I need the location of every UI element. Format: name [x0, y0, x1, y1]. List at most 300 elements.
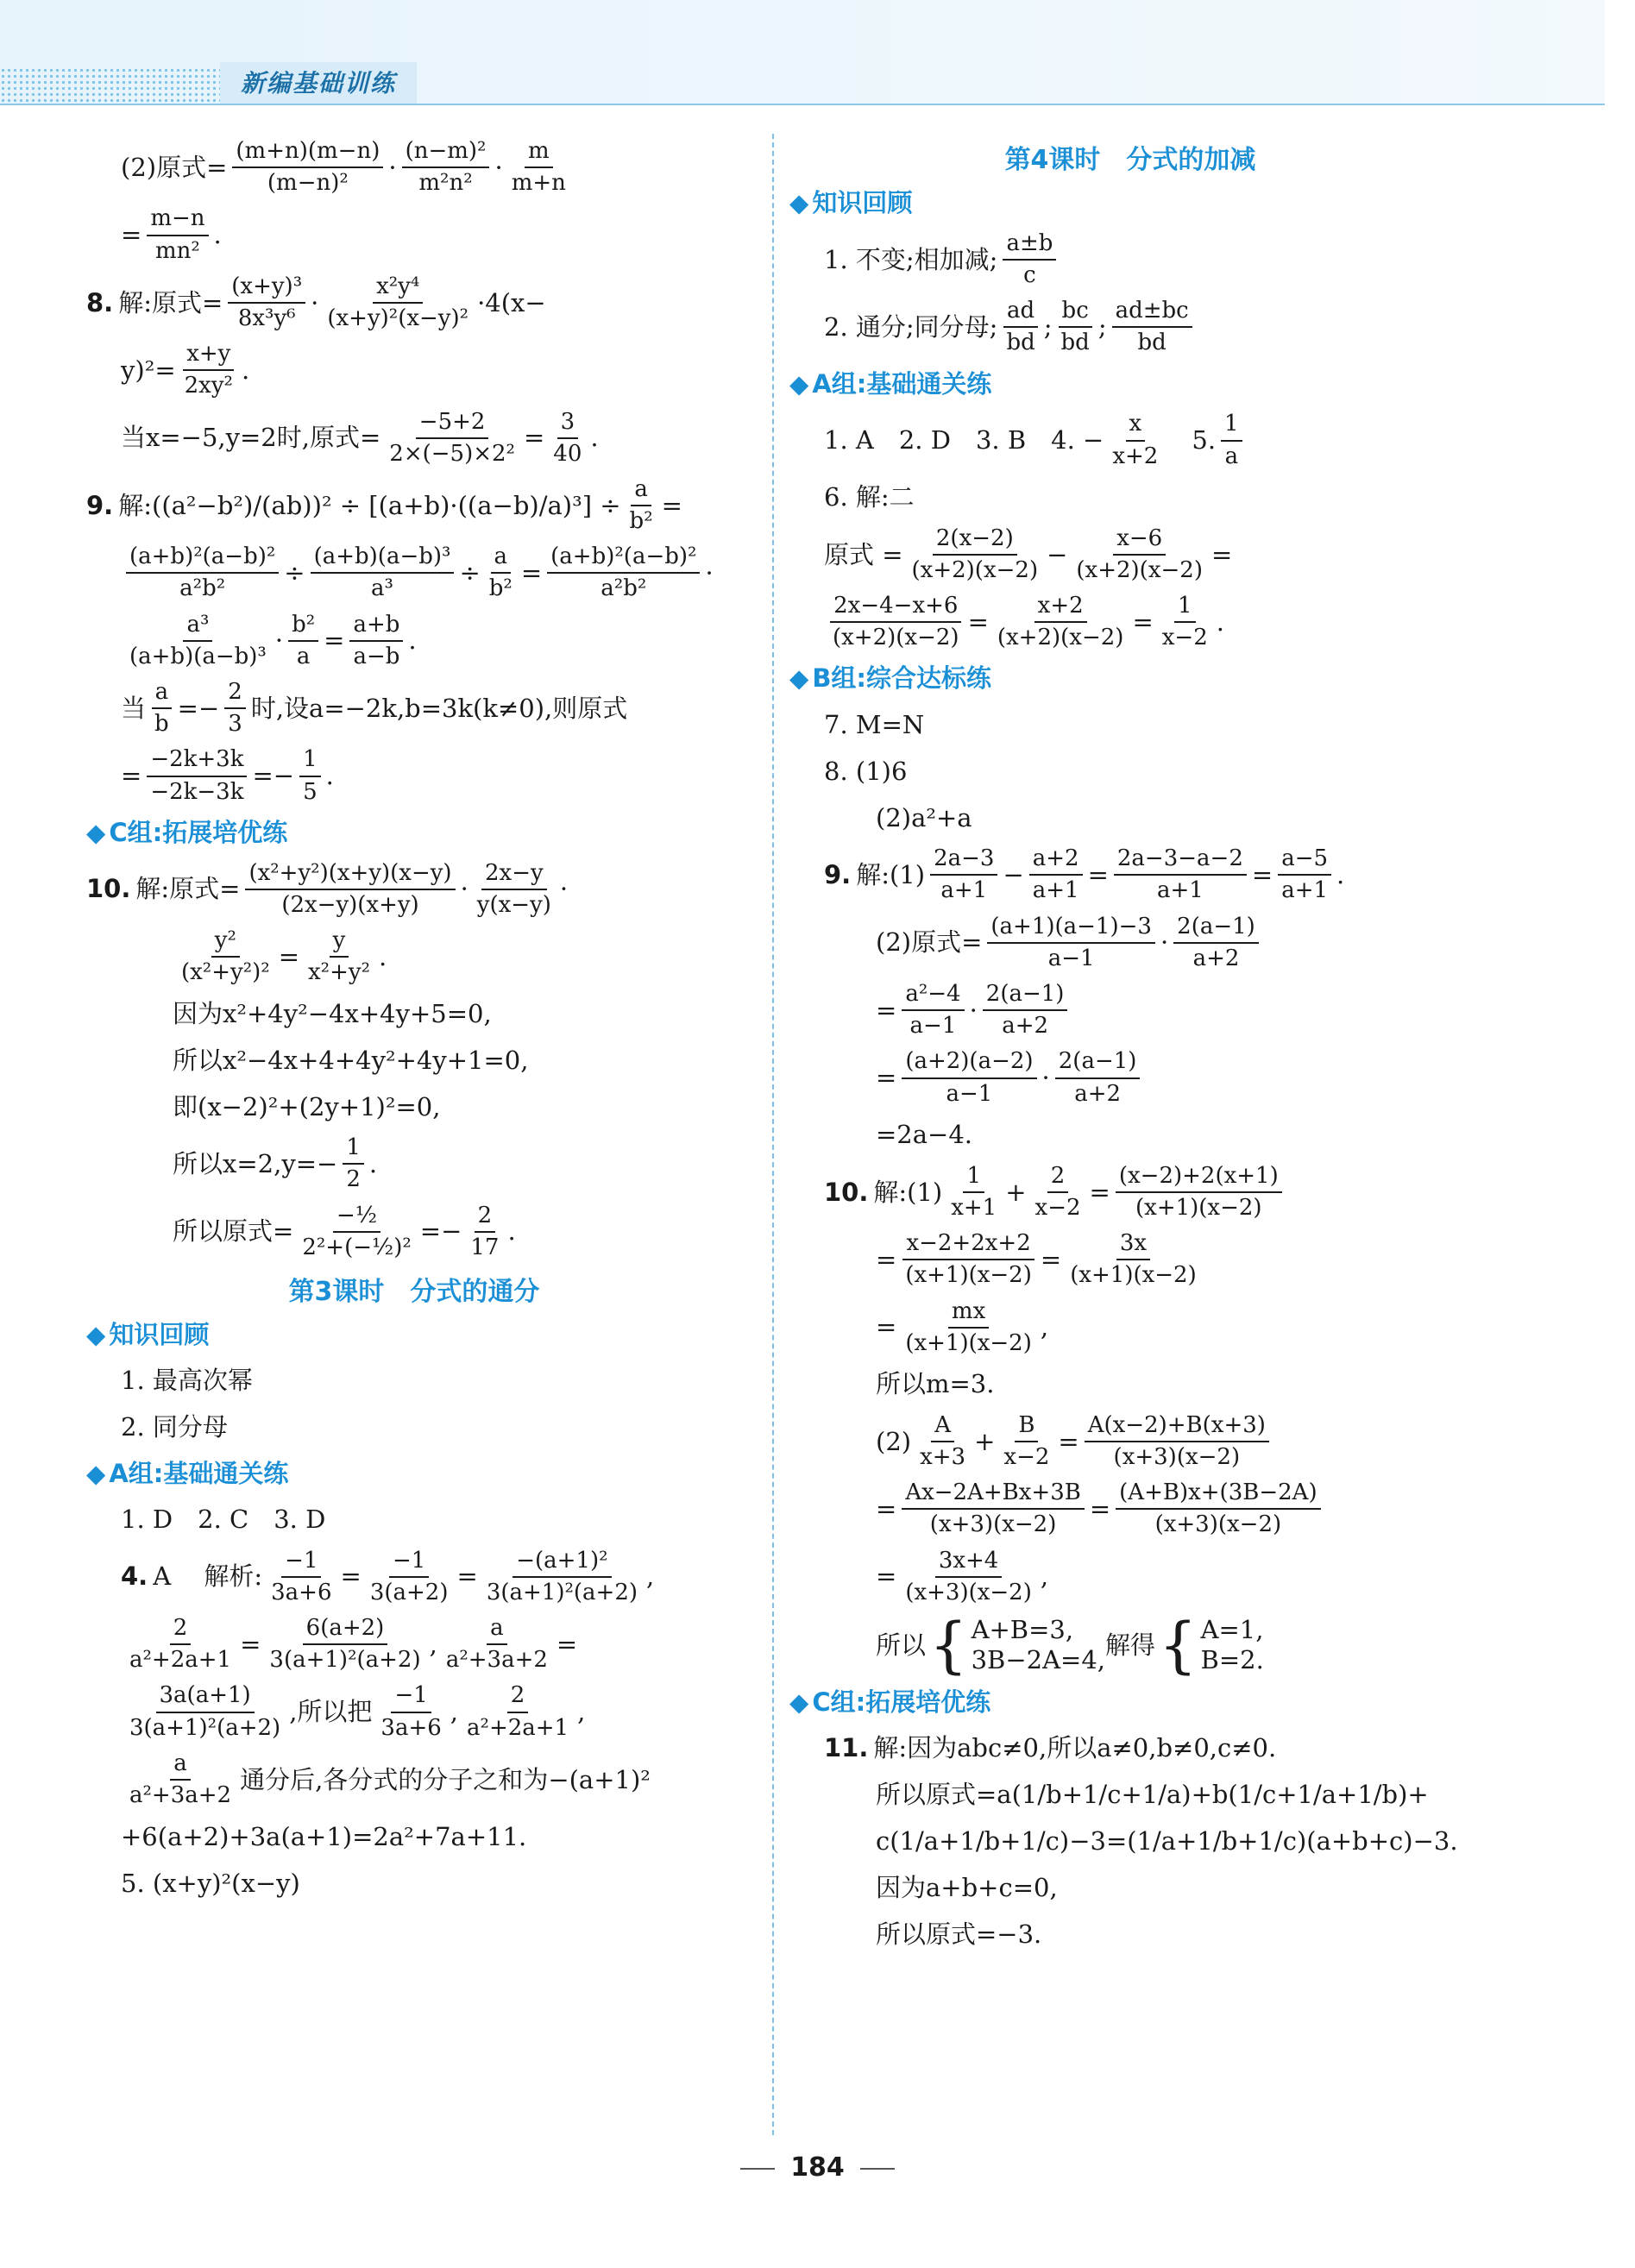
numerator: a — [152, 679, 173, 709]
denominator: (x+2)(x−2) — [1076, 556, 1203, 583]
text: = — [456, 1561, 478, 1592]
heading-text: 知识回顾 — [109, 1320, 210, 1350]
denominator: 5 — [303, 778, 318, 805]
denominator: b² — [488, 575, 513, 602]
denominator: a²+2a+1 — [467, 1714, 569, 1741]
answer-line — [789, 479, 1471, 517]
text: . — [325, 761, 334, 791]
fraction — [343, 1134, 364, 1193]
denominator: (x+3)(x−2) — [1154, 1511, 1282, 1538]
denominator: (x+3)(x−2) — [905, 1579, 1032, 1605]
denominator: x−2 — [1034, 1194, 1081, 1221]
fraction — [377, 1682, 444, 1741]
fraction — [1085, 1412, 1269, 1471]
text: = — [520, 558, 543, 588]
lesson-title: 第4课时 分式的加减 — [1004, 145, 1256, 175]
text: 解:原式= — [118, 287, 223, 317]
heading-text: 知识回顾 — [812, 188, 913, 217]
numerator: bc — [1059, 298, 1092, 328]
question-10 — [789, 1163, 1471, 1222]
math-line — [789, 1916, 1471, 1954]
question-9 — [789, 845, 1471, 904]
numerator: a³ — [183, 612, 212, 642]
question-8 — [86, 273, 742, 332]
denominator: (x+2)(x−2) — [997, 625, 1124, 651]
numerator: 3x+4 — [935, 1548, 1003, 1578]
numerator: x−6 — [1113, 525, 1166, 556]
footer-dash — [740, 2168, 775, 2170]
denominator: a−b — [353, 643, 400, 669]
fraction — [367, 1548, 452, 1606]
text: 所以原式=a(1/b+1/c+1/a)+b(1/c+1/a+1/b)+ — [876, 1780, 1429, 1810]
fraction — [299, 1203, 414, 1261]
fraction — [486, 543, 516, 602]
equation: A+B=3, — [971, 1615, 1074, 1645]
text: = — [1040, 1244, 1062, 1274]
numerator: A — [931, 1412, 954, 1442]
text: 8. (1)6 — [824, 756, 908, 786]
text: . — [507, 1216, 516, 1247]
numerator: 6(a+2) — [303, 1615, 388, 1645]
denominator: a+1 — [1156, 877, 1204, 904]
math-line — [86, 409, 742, 468]
text: 1. 最高次幂 — [121, 1366, 253, 1396]
numerator: 2x−4−x+6 — [830, 593, 961, 623]
denominator: (x+1)(x−2) — [905, 1329, 1032, 1356]
equation: B=2. — [1200, 1645, 1264, 1675]
text: 原式 = — [824, 539, 903, 569]
numerator: a — [631, 476, 651, 506]
denominator: (x+1)(x−2) — [1070, 1262, 1197, 1289]
numerator: A(x−2)+B(x+3) — [1085, 1412, 1269, 1442]
fraction — [178, 927, 274, 986]
fraction — [305, 927, 374, 986]
math-line — [789, 1230, 1471, 1289]
fraction — [902, 1230, 1035, 1289]
numerator: (a+2)(a−2) — [902, 1048, 1036, 1078]
denominator: 3(a+1)²(a+2) — [129, 1714, 281, 1741]
fraction — [550, 409, 585, 468]
text: = — [1211, 539, 1233, 569]
denominator: (x+y)²(x−y)² — [327, 305, 469, 331]
fraction — [126, 1682, 284, 1741]
text: 所以 — [876, 1630, 927, 1660]
dot: · — [1041, 1063, 1050, 1093]
text: 时,设a=−2k,b=3k(k≠0),则原式 — [250, 693, 628, 723]
answer-line — [86, 1864, 742, 1902]
denominator: b — [154, 711, 169, 738]
text: ² ÷ [(a+b)·((a−b)/a)³] ÷ — [321, 490, 621, 520]
text: + — [1005, 1177, 1027, 1207]
numerator: (a+1)(a−1)−3 — [987, 914, 1155, 944]
numerator: 3a(a+1) — [156, 1682, 255, 1712]
numerator: 2a−3−a−2 — [1114, 845, 1247, 876]
numerator: 2 — [507, 1682, 529, 1712]
denominator: a+1 — [1032, 877, 1079, 904]
numerator: x+2 — [1034, 593, 1087, 623]
question-number: 4. — [121, 1561, 148, 1592]
math-line — [86, 1818, 742, 1856]
text: = — [876, 1063, 897, 1093]
fraction — [349, 612, 403, 670]
denominator: (m−n)² — [267, 170, 349, 197]
dot: · — [311, 287, 319, 317]
text: 1. D 2. C 3. D — [121, 1505, 326, 1535]
question-number: 10. — [86, 874, 131, 904]
section-heading-review — [789, 188, 1471, 218]
text: 解:(1) — [873, 1177, 943, 1207]
text: = — [967, 606, 989, 637]
text: , — [1040, 1312, 1049, 1342]
math-line — [86, 205, 742, 264]
denominator: 2²+(−½)² — [302, 1234, 412, 1260]
text: = — [278, 941, 300, 971]
math-line — [789, 1116, 1471, 1154]
text: =− — [252, 761, 295, 791]
fraction — [1114, 845, 1247, 904]
text — [1167, 425, 1192, 455]
denominator: b² — [629, 508, 653, 535]
heading-text: A组:基础通关练 — [109, 1458, 289, 1488]
numerator: m−n — [147, 205, 208, 236]
dot: · — [559, 874, 569, 904]
fraction — [288, 612, 318, 670]
text: (2)原式= — [121, 152, 228, 182]
numerator: −½ — [333, 1203, 380, 1233]
denominator: a²b² — [601, 575, 647, 602]
book-title: 新编基础训练 — [220, 62, 417, 105]
numerator: −5+2 — [416, 409, 489, 439]
text: 5. — [1192, 425, 1217, 455]
math-line — [789, 1610, 1471, 1681]
text: =− — [419, 1216, 462, 1247]
equation: 3B−2A=4, — [971, 1645, 1105, 1675]
question-number: 11. — [824, 1733, 869, 1763]
numerator: a−5 — [1278, 845, 1331, 876]
text: = — [661, 490, 682, 520]
fraction — [1003, 230, 1056, 289]
text: = — [121, 761, 142, 791]
numerator: 1 — [343, 1134, 364, 1165]
text: = — [1132, 606, 1154, 637]
numerator: 2 — [1047, 1163, 1069, 1193]
diamond-icon: ◆ — [789, 188, 809, 217]
dot: · — [1160, 927, 1169, 958]
dot: · — [388, 152, 397, 182]
text: ,所以把 — [289, 1697, 373, 1727]
dot: · — [705, 558, 714, 588]
math-line — [789, 1298, 1471, 1357]
math-line — [789, 1869, 1471, 1907]
text: . — [241, 355, 250, 385]
text: . — [590, 423, 599, 453]
numerator: x−2+2x+2 — [902, 1230, 1034, 1260]
fraction — [147, 205, 208, 264]
solution-system — [1201, 1615, 1264, 1675]
numerator: 2x−y — [481, 860, 547, 890]
diamond-icon: ◆ — [789, 1687, 809, 1718]
numerator: (a+b)²(a−b)² — [547, 543, 700, 574]
text: , — [1040, 1561, 1049, 1592]
text: 解得 — [1104, 1630, 1155, 1660]
text: 1. A 2. D 3. B 4. − — [824, 425, 1104, 455]
text: c(1/a+1/b+1/c)−3=(1/a+1/b+1/c)(a+b+c)−3. — [876, 1826, 1458, 1856]
fraction — [983, 981, 1068, 1040]
denominator: (2x−y)(x+y) — [281, 891, 419, 918]
math-line — [789, 1366, 1471, 1404]
math-line — [86, 138, 742, 197]
math-line — [789, 1548, 1471, 1606]
text: = — [556, 1629, 578, 1659]
answer-line — [86, 1362, 742, 1400]
denominator: (a+b)(a−b)³ — [129, 643, 267, 669]
text: . — [213, 220, 222, 250]
text: . — [1336, 860, 1345, 890]
fraction — [829, 593, 963, 651]
numerator: 3 — [557, 409, 579, 439]
numerator: ad±bc — [1112, 298, 1192, 328]
text: = — [1089, 1177, 1110, 1207]
heading-text: C组:拓展培优练 — [109, 817, 288, 847]
section-heading-b — [789, 663, 1471, 694]
text: , — [429, 1629, 437, 1659]
numerator: −1 — [281, 1548, 321, 1578]
text: 解:原式= — [135, 874, 241, 904]
denominator: a+2 — [1002, 1013, 1049, 1040]
numerator: 2(a−1) — [1055, 1048, 1141, 1078]
text: ; — [1043, 311, 1053, 342]
denominator: 17 — [470, 1234, 500, 1260]
dot: · — [460, 874, 468, 904]
numerator: a±b — [1003, 230, 1056, 261]
fraction — [467, 1203, 502, 1261]
numerator: a+b — [349, 612, 403, 642]
diamond-icon: ◆ — [789, 368, 809, 399]
text: ; — [1097, 311, 1107, 342]
denominator: 40 — [553, 440, 582, 467]
text: = — [876, 1561, 897, 1592]
fraction — [1278, 845, 1331, 904]
numerator: (x+y)³ — [228, 273, 305, 304]
fraction — [245, 860, 455, 919]
math-line — [86, 995, 742, 1033]
question-10 — [86, 860, 742, 919]
denominator: y(x−y) — [476, 891, 551, 918]
numerator: y — [330, 927, 349, 958]
fraction — [1029, 845, 1083, 904]
left-brace: { — [929, 1610, 968, 1681]
text: 通分后,各分式的分子之和为−(a+1)² — [240, 1764, 651, 1794]
fraction — [547, 543, 700, 602]
text: 当 — [121, 693, 147, 723]
numerator: m — [525, 138, 553, 168]
fraction — [1003, 298, 1038, 356]
denominator: (x+3)(x−2) — [929, 1511, 1057, 1538]
text: 2. 同分母 — [121, 1412, 228, 1442]
text: 1. 不变;相加减; — [824, 244, 998, 274]
denominator: m²n² — [418, 170, 473, 197]
numerator: 2(a−1) — [983, 981, 1068, 1011]
fraction — [1072, 525, 1206, 584]
fraction — [994, 593, 1128, 651]
fraction — [902, 1480, 1085, 1538]
numerator: a — [170, 1750, 191, 1781]
denominator: 2xy² — [184, 373, 233, 399]
text: (2)原式= — [876, 927, 983, 958]
text: . — [368, 1149, 378, 1179]
fraction — [228, 273, 305, 332]
denominator: a+2 — [1074, 1080, 1122, 1107]
left-brace: { — [1159, 1610, 1198, 1681]
denominator: a³ — [371, 575, 393, 602]
text: 所以原式=−3. — [876, 1919, 1042, 1950]
heading-text: C组:拓展培优练 — [812, 1687, 991, 1718]
fraction — [626, 476, 657, 535]
fraction — [443, 1615, 551, 1674]
question-number: 8. — [86, 287, 114, 317]
fraction — [299, 746, 321, 805]
section-heading-c — [789, 1687, 1471, 1718]
denominator: a−1 — [946, 1080, 993, 1107]
fraction — [930, 845, 997, 904]
fraction — [126, 1615, 235, 1674]
fraction — [147, 746, 247, 805]
header-rule — [0, 104, 1605, 105]
question-number: 9. — [86, 490, 114, 520]
text: = — [121, 220, 142, 250]
numerator: 1 — [299, 746, 321, 776]
heading-text: B组:综合达标练 — [812, 663, 992, 694]
numerator: −1 — [391, 1682, 431, 1712]
numerator: y² — [211, 927, 240, 958]
numerator: (n−m)² — [402, 138, 490, 168]
text: = — [876, 1312, 897, 1342]
fraction — [1221, 411, 1242, 469]
heading-text: A组:基础通关练 — [812, 368, 992, 399]
fraction — [474, 860, 555, 919]
text: = — [523, 423, 545, 453]
footer-dash — [860, 2168, 895, 2170]
diamond-icon: ◆ — [789, 663, 809, 694]
fraction — [224, 679, 246, 738]
math-line — [86, 1203, 742, 1261]
text: = — [1087, 860, 1109, 890]
fraction — [324, 273, 472, 332]
equation: A=1, — [1200, 1615, 1264, 1645]
numerator: 1 — [963, 1163, 984, 1193]
header-dot-pattern — [0, 67, 233, 105]
math-line — [86, 1134, 742, 1193]
text: 6. 解:二 — [824, 482, 915, 512]
answer-line — [789, 411, 1471, 469]
denominator: (x+3)(x−2) — [1113, 1444, 1241, 1471]
question-11 — [789, 1730, 1471, 1768]
numerator: (a+b)(a−b)³ — [311, 543, 455, 574]
fraction — [126, 543, 279, 602]
text: 解:(1) — [856, 860, 926, 890]
denominator: (x²+y²)² — [181, 959, 270, 986]
diamond-icon: ◆ — [86, 1458, 106, 1488]
denominator: bd — [1137, 330, 1167, 356]
text: ÷ — [284, 558, 305, 588]
text: = — [340, 1561, 362, 1592]
math-line — [789, 1776, 1471, 1814]
section-heading-a — [789, 369, 1471, 399]
text: = — [240, 1629, 261, 1659]
text: = — [1251, 860, 1273, 890]
math-line — [86, 927, 742, 986]
numerator: −1 — [389, 1548, 429, 1578]
text: ( — [151, 490, 162, 520]
text: =2a−4. — [876, 1120, 973, 1150]
text: +6(a+2)+3a(a+1)=2a²+7a+11. — [121, 1821, 527, 1851]
fraction — [987, 914, 1155, 972]
numerator: 1 — [1174, 593, 1196, 623]
math-line — [86, 612, 742, 670]
denominator: a−1 — [1047, 945, 1095, 971]
math-line — [86, 1682, 742, 1741]
text: 所以m=3. — [876, 1369, 995, 1399]
numerator: 1 — [1221, 411, 1242, 441]
denominator: x+1 — [951, 1194, 997, 1221]
numerator: x+y — [183, 341, 234, 371]
text: . — [379, 941, 387, 971]
section-heading-a — [86, 1459, 742, 1489]
math-line — [789, 525, 1471, 584]
denominator: 8x³y⁶ — [237, 305, 296, 331]
denominator: x−2 — [1003, 1444, 1050, 1471]
fraction — [311, 543, 455, 602]
math-line — [789, 1823, 1471, 1861]
denominator: a−1 — [909, 1013, 957, 1040]
fraction — [483, 1548, 641, 1606]
math-line — [86, 1041, 742, 1079]
denominator: 3(a+1)²(a+2) — [486, 1579, 638, 1605]
math-line — [789, 1480, 1471, 1538]
text: ) — [311, 490, 322, 520]
denominator: (x+2)(x−2) — [911, 556, 1039, 583]
denominator: x−2 — [1161, 625, 1208, 651]
question-4 — [86, 1548, 742, 1606]
text: − — [1047, 539, 1068, 569]
math-line — [789, 914, 1471, 972]
denominator: bd — [1060, 330, 1090, 356]
text: 2. 通分;同分母; — [824, 311, 998, 342]
denominator: x+3 — [920, 1444, 966, 1471]
section-heading-review — [86, 1320, 742, 1350]
fraction — [126, 612, 270, 670]
right-column — [789, 129, 1471, 1963]
denominator: (x+1)(x−2) — [905, 1262, 1032, 1289]
numerator: (x²+y²)(x+y)(x−y) — [245, 860, 455, 890]
numerator: (x−2)+2(x+1) — [1116, 1163, 1282, 1193]
math-line — [789, 981, 1471, 1040]
denominator: 3 — [228, 711, 242, 738]
denominator: m+n — [511, 170, 566, 197]
numerator: 2 — [475, 1203, 496, 1233]
text: 所以x=2,y=− — [173, 1149, 338, 1179]
fraction — [232, 138, 383, 197]
diamond-icon: ◆ — [86, 1320, 106, 1350]
text: 当x=−5,y=2时,原式= — [121, 423, 381, 453]
math-line — [86, 1750, 742, 1809]
answer-line — [789, 230, 1471, 289]
denominator: a²+2a+1 — [129, 1647, 232, 1674]
numerator: a²−4 — [902, 981, 964, 1011]
denominator: mn² — [154, 237, 200, 264]
numerator: 2 — [224, 679, 246, 709]
text: 所以原式= — [173, 1216, 294, 1247]
